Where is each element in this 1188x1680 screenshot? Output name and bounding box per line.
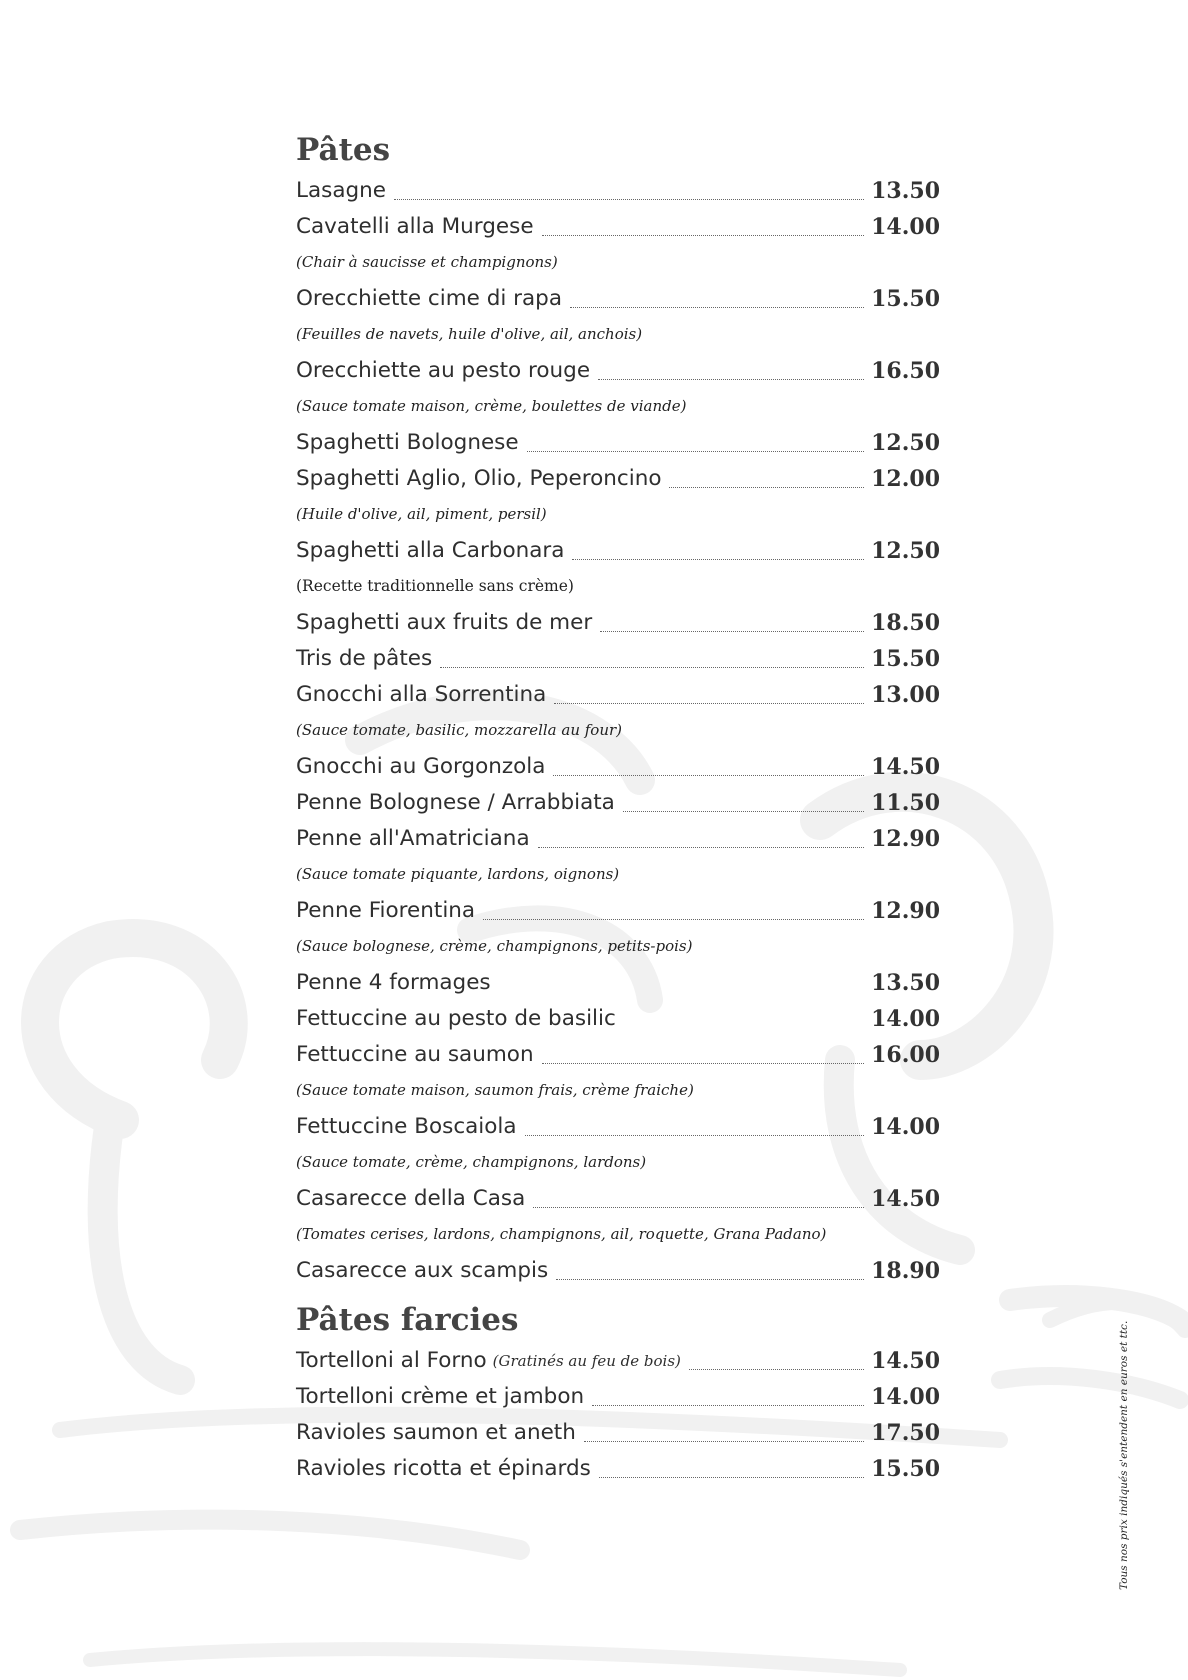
dot-leader (669, 487, 864, 488)
dot-leader (538, 847, 864, 848)
dot-leader (556, 1279, 864, 1280)
menu-item (296, 1450, 940, 1486)
menu-content (296, 128, 940, 1486)
menu-item (296, 352, 940, 388)
dot-leader (542, 235, 864, 236)
dot-leader (394, 199, 864, 200)
dish-price: 13.50 (871, 178, 940, 204)
dish-price: 12.90 (871, 826, 940, 852)
dish-price: 13.00 (871, 682, 940, 708)
menu-item (296, 532, 940, 568)
dot-leader (600, 631, 864, 632)
dish-name: Spaghetti alla Carbonara (296, 538, 565, 563)
dish-price: 18.50 (871, 610, 940, 636)
dot-leader (598, 379, 864, 380)
dish-description: (Huile d'olive, ail, piment, persil) (296, 505, 547, 523)
dot-leader (542, 1063, 864, 1064)
dish-description: (Sauce tomate piquante, lardons, oignons) (296, 865, 620, 883)
menu-item (296, 820, 940, 856)
dish-price: 12.90 (871, 898, 940, 924)
dish-name: Spaghetti Aglio, Olio, Peperoncino (296, 466, 662, 491)
menu-item (296, 208, 940, 244)
dish-name: Penne 4 formages (296, 970, 491, 995)
dot-leader (553, 775, 864, 776)
menu-item (296, 892, 940, 928)
dish-name: Spaghetti Bolognese (296, 430, 519, 455)
dish-name: Casarecce aux scampis (296, 1258, 549, 1283)
dish-price: 12.50 (871, 430, 940, 456)
dish-name: Penne Fiorentina (296, 898, 476, 923)
dish-description: (Sauce tomate, crème, champignons, lardons) (296, 1153, 647, 1171)
dish-price: 15.50 (871, 646, 940, 672)
dish-price: 13.50 (871, 970, 940, 996)
dish-name: Orecchiette au pesto rouge (296, 358, 591, 383)
dish-note: (Gratinés au feu de bois) (492, 1352, 681, 1370)
dot-leader (527, 451, 864, 452)
dish-price: 14.00 (871, 1114, 940, 1140)
dot-leader (570, 307, 864, 308)
dot-leader (554, 703, 864, 704)
dish-description: (Sauce tomate maison, crème, boulettes de viande) (296, 397, 687, 415)
dish-description: (Feuilles de navets, huile d'olive, ail, anchois) (296, 325, 643, 343)
menu-item (296, 964, 940, 1000)
dish-name: Spaghetti aux fruits de mer (296, 610, 593, 635)
menu-item (296, 784, 940, 820)
section-title-pates-farcies: Pâtes farcies (296, 1302, 519, 1338)
dish-name: Lasagne (296, 178, 387, 203)
dish-name: Ravioles ricotta et épinards (296, 1456, 591, 1481)
menu-item (296, 640, 940, 676)
menu-item (296, 1378, 940, 1414)
dish-price: 12.00 (871, 466, 940, 492)
dish-name: Ravioles saumon et aneth (296, 1420, 576, 1445)
dish-description: (Sauce tomate maison, saumon frais, crème fraiche) (296, 1081, 694, 1099)
dot-leader (592, 1405, 864, 1406)
dish-name: Cavatelli alla Murgese (296, 214, 534, 239)
dot-leader (584, 1441, 864, 1442)
menu-item (296, 1414, 940, 1450)
dish-price: 14.50 (871, 1186, 940, 1212)
dish-description: (Sauce bolognese, crème, champignons, petits-pois) (296, 937, 693, 955)
dish-name: Orecchiette cime di rapa (296, 286, 562, 311)
dot-leader (572, 559, 864, 560)
menu-item (296, 172, 940, 208)
section-pates-farcies-list (296, 1342, 940, 1486)
dish-price: 15.50 (871, 1456, 940, 1482)
dot-leader (525, 1135, 864, 1136)
menu-item (296, 460, 940, 496)
menu-item (296, 1252, 940, 1288)
dish-name: Fettuccine Boscaiola (296, 1114, 517, 1139)
menu-item (296, 1108, 940, 1144)
dish-price: 14.00 (871, 214, 940, 240)
dot-leader (623, 811, 864, 812)
dish-description: (Recette traditionnelle sans crème) (296, 577, 574, 595)
dish-name: Tortelloni al Forno (296, 1348, 487, 1373)
dish-name: Penne Bolognese / Arrabbiata (296, 790, 615, 815)
dish-price: 11.50 (871, 790, 940, 816)
dot-leader (689, 1369, 864, 1370)
dish-description: (Tomates cerises, lardons, champignons, ail, roquette, Grana Padano) (296, 1225, 827, 1243)
menu-item (296, 280, 940, 316)
dish-name: Fettuccine au saumon (296, 1042, 534, 1067)
dish-price: 17.50 (871, 1420, 940, 1446)
menu-item (296, 1180, 940, 1216)
menu-item (296, 424, 940, 460)
dish-description: (Chair à saucisse et champignons) (296, 253, 558, 271)
price-footnote: Tous nos prix indiqués s'entendent en euros et ttc. (1118, 1320, 1130, 1590)
dish-price: 18.90 (871, 1258, 940, 1284)
dish-price: 14.50 (871, 754, 940, 780)
menu-item (296, 748, 940, 784)
dish-price: 16.00 (871, 1042, 940, 1068)
menu-item (296, 1342, 940, 1378)
dish-price: 14.50 (871, 1348, 940, 1374)
menu-item (296, 676, 940, 712)
menu-item (296, 1036, 940, 1072)
dish-name: Casarecce della Casa (296, 1186, 526, 1211)
dish-price: 14.00 (871, 1384, 940, 1410)
dish-price: 14.00 (871, 1006, 940, 1032)
section-title-pates: Pâtes (296, 132, 391, 168)
dish-name: Gnocchi au Gorgonzola (296, 754, 546, 779)
dish-price: 15.50 (871, 286, 940, 312)
dish-price: 12.50 (871, 538, 940, 564)
dish-name: Tris de pâtes (296, 646, 433, 671)
dish-name: Fettuccine au pesto de basilic (296, 1006, 616, 1031)
dish-name: Gnocchi alla Sorrentina (296, 682, 547, 707)
dot-leader (483, 919, 864, 920)
dot-leader (440, 667, 864, 668)
dish-name: Tortelloni crème et jambon (296, 1384, 585, 1409)
dish-price: 16.50 (871, 358, 940, 384)
menu-item (296, 1000, 940, 1036)
dot-leader (599, 1477, 864, 1478)
dish-description: (Sauce tomate, basilic, mozzarella au four) (296, 721, 623, 739)
dot-leader (533, 1207, 864, 1208)
section-pates-list (296, 172, 940, 1288)
dish-name: Penne all'Amatriciana (296, 826, 530, 851)
menu-item (296, 604, 940, 640)
